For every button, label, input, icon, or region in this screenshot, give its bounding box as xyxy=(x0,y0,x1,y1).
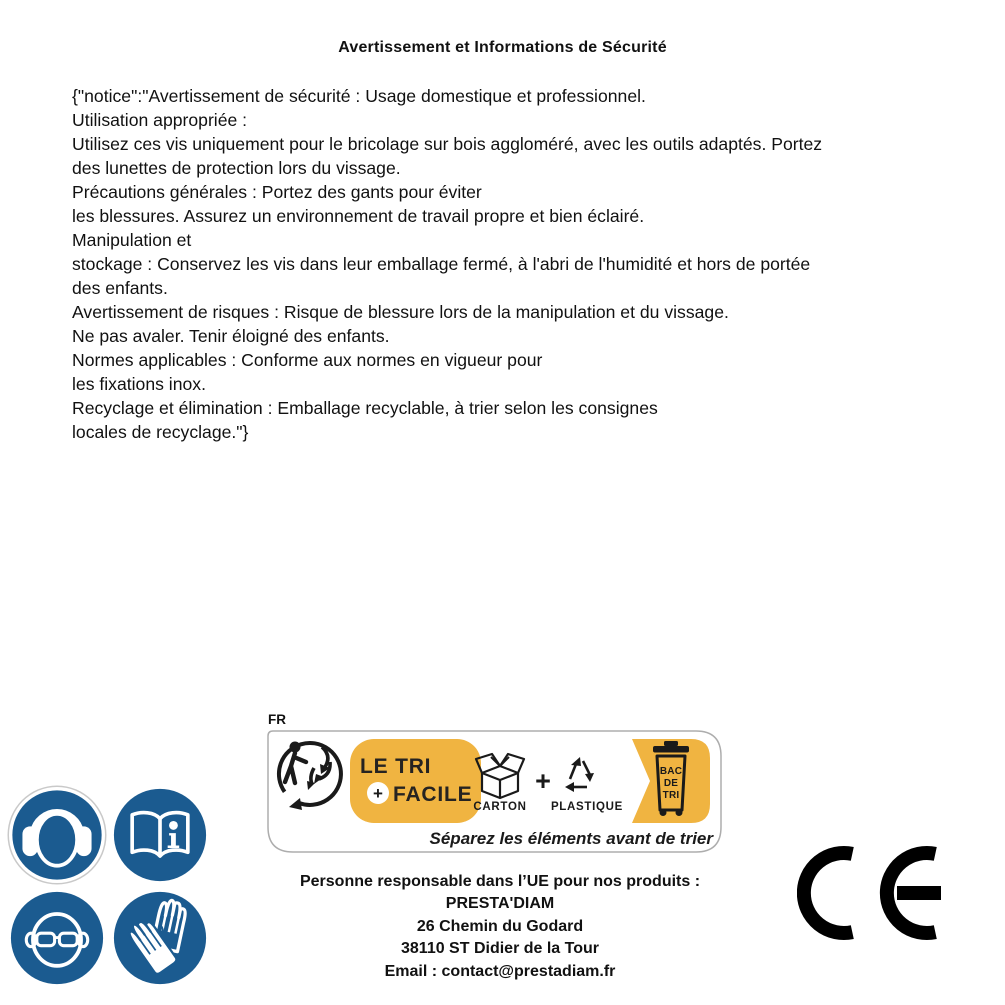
page-title: Avertissement et Informations de Sécurité xyxy=(338,38,667,56)
wear-ear-protection-icon xyxy=(9,787,105,883)
tri-headline-1: LE TRI xyxy=(360,754,432,778)
info-tri-banner xyxy=(267,730,723,854)
responsible-block xyxy=(230,871,770,983)
notice-line: Manipulation et xyxy=(72,230,192,250)
notice-body xyxy=(72,84,952,444)
tri-headline-2: FACILE xyxy=(393,782,473,806)
notice-line: Avertissement de risques : Risque de blessure lors de la manipulation et du vissage. xyxy=(72,302,729,322)
material-plastique-label: PLASTIQUE xyxy=(550,800,624,813)
notice-line: Ne pas avaler. Tenir éloigné des enfants. xyxy=(72,326,390,346)
notice-line: les blessures. Assurez un environnement de travail propre et bien éclairé. xyxy=(72,206,645,226)
responsible-intro: Personne responsable dans l’UE pour nos produits : xyxy=(299,873,701,890)
ce-mark-icon xyxy=(797,845,947,942)
notice-line: des lunettes de protection lors du vissage. xyxy=(72,158,401,178)
wear-gloves-icon xyxy=(112,890,208,986)
read-instructions-icon xyxy=(112,787,208,883)
wear-eye-protection-icon xyxy=(9,890,105,986)
triman-recycling-label xyxy=(267,713,725,854)
notice-line: Normes applicables : Conforme aux normes en vigueur pour xyxy=(72,350,543,370)
material-carton-label: CARTON xyxy=(473,800,527,813)
safety-pictograms xyxy=(9,787,208,986)
tri-tagline: Séparez les éléments avant de trier xyxy=(429,828,713,848)
notice-line: Précautions générales : Portez des gants pour éviter xyxy=(72,182,482,202)
plus-small-icon: + xyxy=(373,783,383,803)
notice-line: Utilisez ces vis uniquement pour le bricolage sur bois aggloméré, avec les outils adaptés. Portez xyxy=(72,134,823,154)
notice-line: les fixations inox. xyxy=(72,374,206,394)
notice-line: Recyclage et élimination : Emballage recyclable, à trier selon les consignes xyxy=(72,398,658,418)
company-name: PRESTA'DIAM xyxy=(445,895,555,913)
email-line: Email : contact@prestadiam.fr xyxy=(384,962,616,980)
notice-line: stockage : Conservez les vis dans leur emballage fermé, à l'abri de l'humidité et hors de portée xyxy=(72,254,811,274)
notice-line: des enfants. xyxy=(72,278,168,298)
bin-text-3: TRI xyxy=(662,789,680,801)
plus-separator-icon: + xyxy=(535,765,551,796)
bin-text-1: BAC xyxy=(659,765,683,777)
address-line-2: 38110 ST Didier de la Tour xyxy=(401,940,599,958)
bin-text-2: DE xyxy=(663,777,679,789)
notice-line: {"notice":"Avertissement de sécurité : Usage domestique et professionnel. xyxy=(72,86,646,106)
address-line-1: 26 Chemin du Godard xyxy=(416,917,584,935)
notice-line: locales de recyclage."} xyxy=(72,422,249,442)
notice-line: Utilisation appropriée : xyxy=(72,110,248,130)
country-code-label: FR xyxy=(268,712,286,727)
